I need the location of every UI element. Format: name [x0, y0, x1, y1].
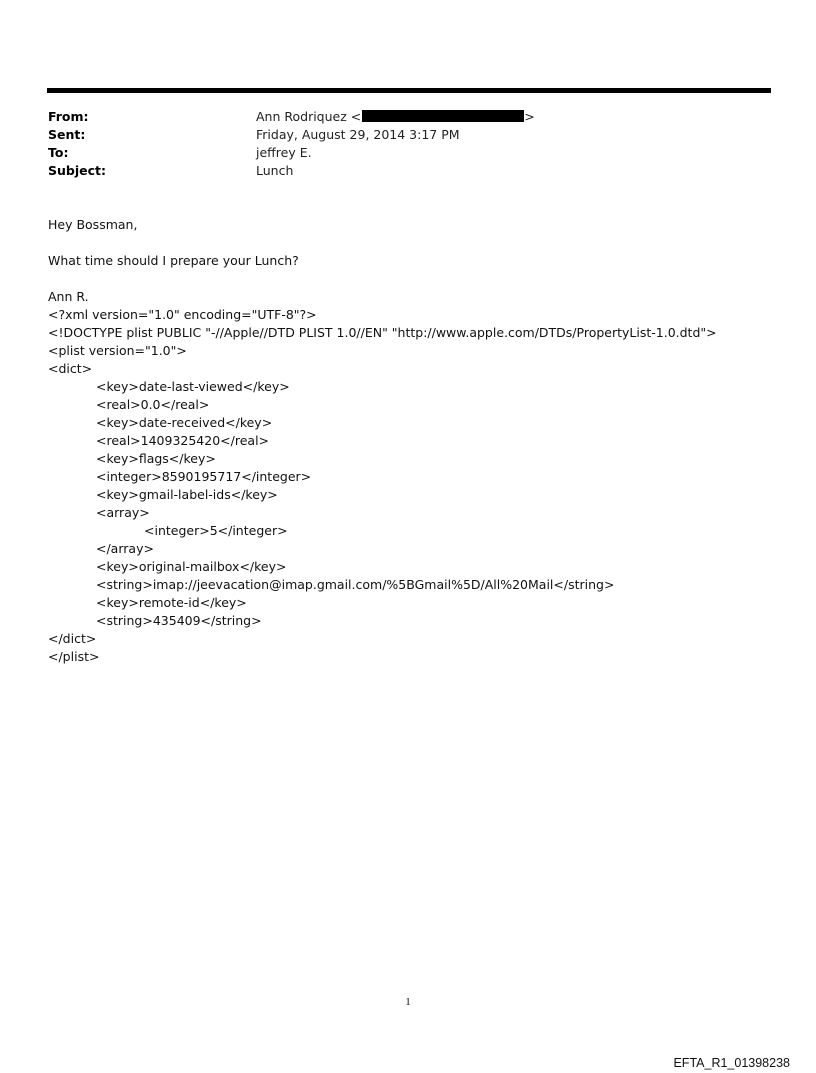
subject-row [48, 162, 748, 180]
header-divider-rule [47, 88, 771, 93]
xml-line: <string>435409</string> [96, 613, 262, 628]
xml-line: <key>gmail-label-ids</key> [96, 487, 278, 502]
to-value: jeffrey E. [256, 145, 312, 160]
page-number: 1 [405, 996, 411, 1008]
redaction-block [362, 110, 524, 122]
bates-number: EFTA_R1_01398238 [673, 1056, 790, 1070]
email-header [48, 108, 748, 180]
subject-label: Subject: [48, 163, 106, 178]
xml-line: <key>original-mailbox</key> [96, 559, 287, 574]
xml-line: </plist> [48, 649, 100, 664]
signature: Ann R. [48, 289, 89, 304]
sent-row [48, 126, 748, 144]
xml-line: <array> [96, 505, 150, 520]
to-row [48, 144, 748, 162]
from-row [48, 108, 748, 126]
xml-line: <dict> [48, 361, 93, 376]
xml-line: <real>1409325420</real> [96, 433, 270, 448]
xml-line: <key>date-last-viewed</key> [96, 379, 290, 394]
xml-line: <key>date-received</key> [96, 415, 273, 430]
subject-value: Lunch [256, 163, 294, 178]
sent-value: Friday, August 29, 2014 3:17 PM [256, 127, 460, 142]
sent-label: Sent: [48, 127, 86, 142]
from-name: Ann Rodriquez < [256, 109, 362, 124]
from-label: From: [48, 109, 89, 124]
xml-line: <!DOCTYPE plist PUBLIC "-//Apple//DTD PLIST 1.0//EN" "http://www.apple.com/DTDs/PropertyList-1.0.dtd"> [48, 325, 717, 340]
xml-line: <?xml version="1.0" encoding="UTF-8"?> [48, 307, 317, 322]
xml-line: <integer>5</integer> [144, 523, 288, 538]
xml-line: <plist version="1.0"> [48, 343, 187, 358]
xml-line: <key>flags</key> [96, 451, 216, 466]
xml-line: <integer>8590195717</integer> [96, 469, 312, 484]
from-value [256, 108, 535, 126]
xml-line: </dict> [48, 631, 97, 646]
greeting: Hey Bossman, [48, 217, 138, 232]
message-text: What time should I prepare your Lunch? [48, 253, 299, 268]
xml-line: <real>0.0</real> [96, 397, 210, 412]
xml-line: <string>imap://jeevacation@imap.gmail.com/%5BGmail%5D/All%20Mail</string> [96, 577, 615, 592]
from-bracket-close: > [524, 109, 535, 124]
xml-line: </array> [96, 541, 154, 556]
email-body [48, 216, 768, 666]
xml-line: <key>remote-id</key> [96, 595, 247, 610]
to-label: To: [48, 145, 69, 160]
